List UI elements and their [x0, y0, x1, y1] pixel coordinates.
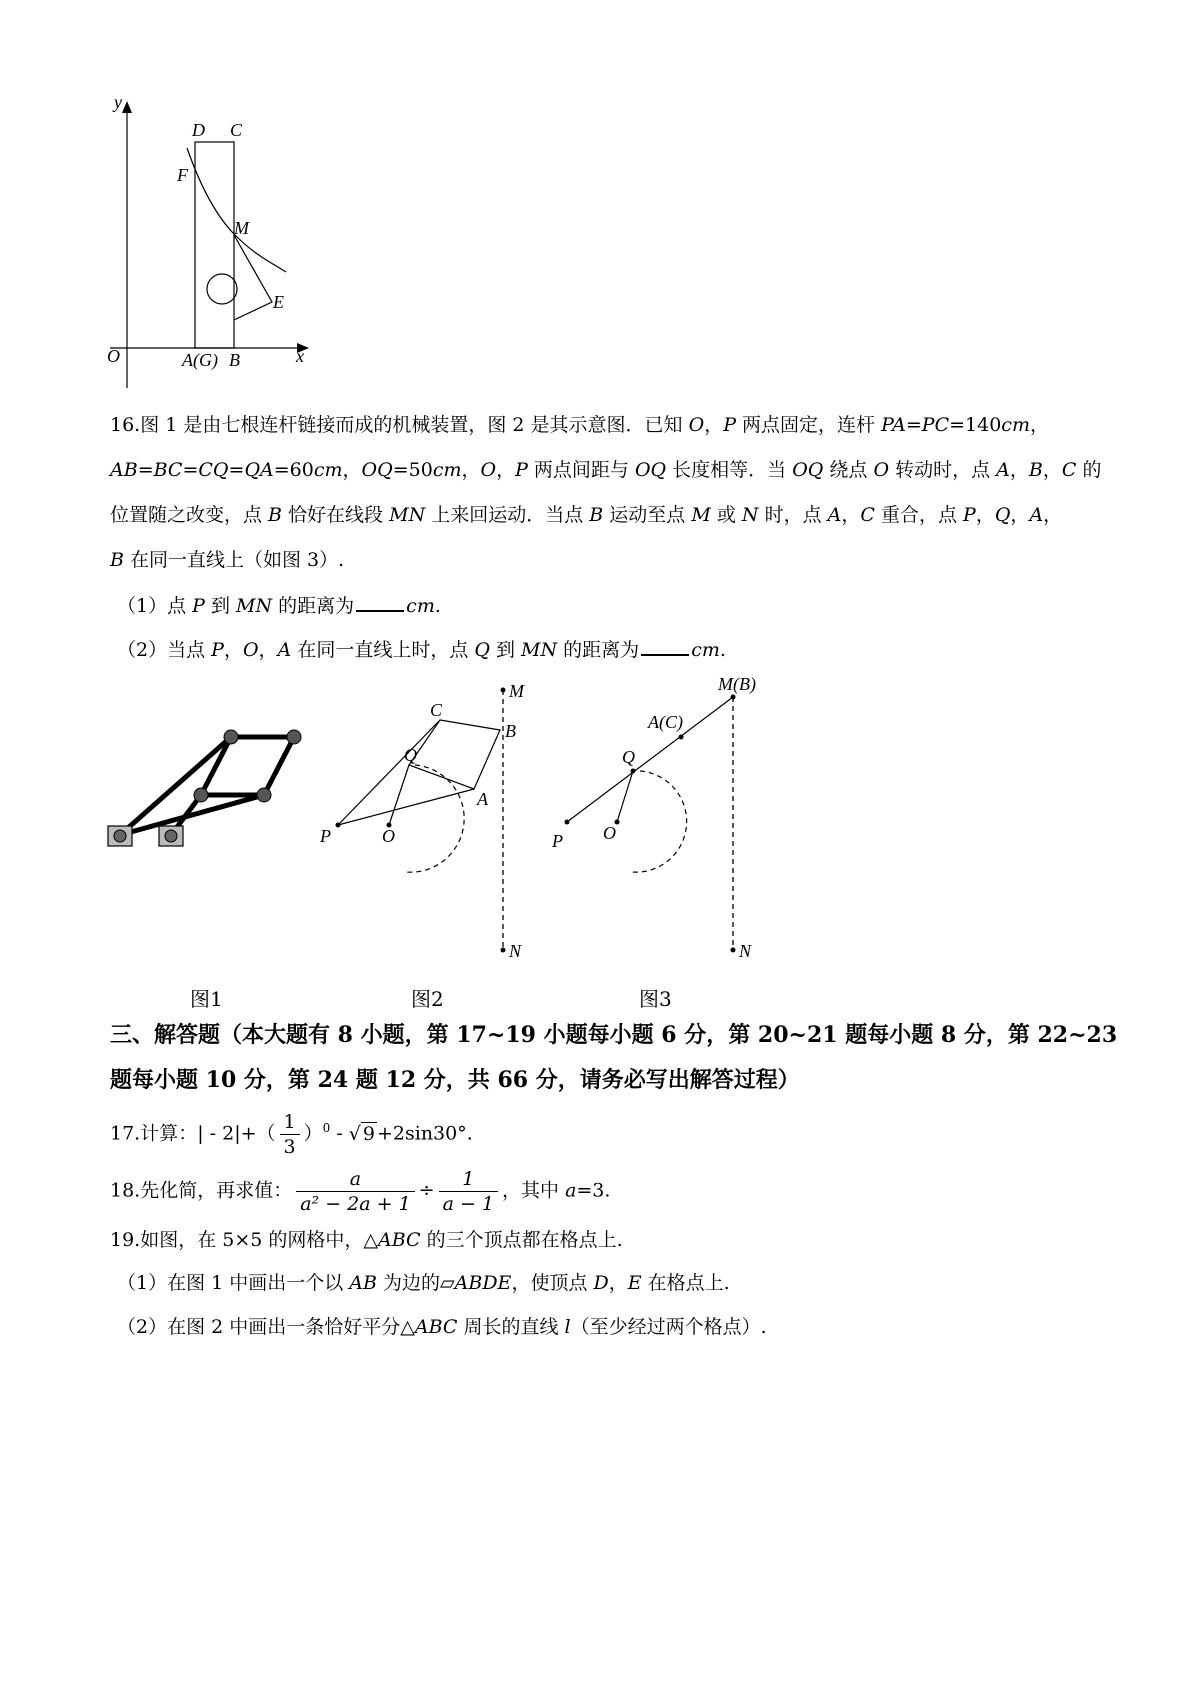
- figure-2-schematic: [315, 680, 545, 965]
- fig2-label-B: B: [505, 721, 516, 741]
- top-figure: [100, 95, 330, 395]
- label-E: E: [273, 292, 284, 312]
- label-AG: A(G): [182, 350, 218, 370]
- section-heading-line1: 三、解答题（本大题有 8 小题，第 17~19 小题每小题 6 分，第 20~21 题每小题 8 分，第 22~23: [110, 1022, 1118, 1048]
- sqrt-symbol: √ 9: [348, 1122, 375, 1145]
- q19-line1: 19.如图，在 5×5 的网格中，△ABC 的三个顶点都在格点上.: [110, 1229, 623, 1251]
- caption-fig3: 图3: [639, 987, 672, 1011]
- fig3-label-P: P: [552, 831, 563, 851]
- q19-part1: （1）在图 1 中画出一个以 AB 为边的▱ABDE，使顶点 D，E 在格点上.: [117, 1272, 730, 1294]
- q18-fraction-1: $\frac{a}{\text{a² − 2a + 1}}$: [296, 1167, 414, 1216]
- label-M: M: [234, 218, 249, 238]
- caption-fig1: 图1: [190, 987, 223, 1011]
- q17: 17.计算：| - 2|+（ $\frac{1}{3}$ ）$^0$ - √ 9 +2sin30°.: [110, 1111, 473, 1158]
- fig2-label-C: C: [430, 700, 443, 720]
- section-heading-line2: 题每小题 10 分，第 24 题 12 分，共 66 分，请务必写出解答过程）: [110, 1067, 800, 1093]
- answer-blank-1[interactable]: [356, 592, 404, 612]
- q17-fraction: $\frac{1}{3}$: [280, 1110, 300, 1159]
- figure-1-linkage: [100, 725, 315, 855]
- fig3-label-AC: A(C): [648, 712, 683, 732]
- caption-fig2: 图2: [411, 987, 444, 1011]
- fig2-label-Q: Q: [404, 745, 417, 765]
- q16-line4: B 在同一直线上（如图 3）.: [110, 549, 345, 571]
- fig2-label-N: N: [509, 941, 522, 961]
- fig2-label-O: O: [382, 826, 395, 846]
- fig2-label-P: P: [320, 826, 331, 846]
- q16-line1: 16.图 1 是由七根连杆链接而成的机械装置，图 2 是其示意图．已知 O，P 两点固定，连杆 PA=PC=140cm，: [110, 414, 1049, 436]
- label-x: x: [296, 346, 304, 366]
- label-O: O: [107, 346, 120, 366]
- q16-line3: 位置随之改变，点 B 恰好在线段 MN 上来回运动．当点 B 运动至点 M 或 N 时，点 A，C 重合，点 P，Q，A，: [110, 504, 1063, 526]
- figure-3-schematic: [545, 672, 775, 967]
- q18: 18.先化简，再求值： $\frac{a}{\text{a² − 2a + 1}}$ ÷ $\frac{1}{a - 1}$ ，其中 a=3.: [110, 1168, 611, 1215]
- q16-part2: （2）当点 P，O，A 在同一直线上时，点 Q 到 MN 的距离为 cm.: [117, 636, 726, 662]
- fig3-label-N: N: [739, 941, 752, 961]
- label-C: C: [230, 120, 243, 140]
- fig3-label-O: O: [603, 823, 616, 843]
- q16-line2: AB=BC=CQ=QA=60cm，OQ=50cm，O，P 两点间距与 OQ 长度相等．当 OQ 绕点 O 转动时，点 A，B，C 的: [110, 459, 1102, 481]
- q19-part2: （2）在图 2 中画出一条恰好平分△ABC 周长的直线 l（至少经过两个格点）.: [117, 1316, 767, 1338]
- label-F: F: [177, 165, 188, 185]
- fig3-label-MB: M(B): [718, 674, 756, 694]
- fig2-label-A: A: [477, 789, 488, 809]
- fig2-label-M: M: [509, 681, 524, 701]
- label-B: B: [229, 350, 240, 370]
- label-y: y: [114, 95, 122, 112]
- label-D: D: [192, 120, 205, 140]
- fig3-label-Q: Q: [622, 747, 635, 767]
- q18-fraction-2: $\frac{1}{a - 1}$: [439, 1167, 498, 1216]
- answer-blank-2[interactable]: [641, 636, 689, 656]
- q16-part1: （1）点 P 到 MN 的距离为 cm.: [117, 592, 441, 618]
